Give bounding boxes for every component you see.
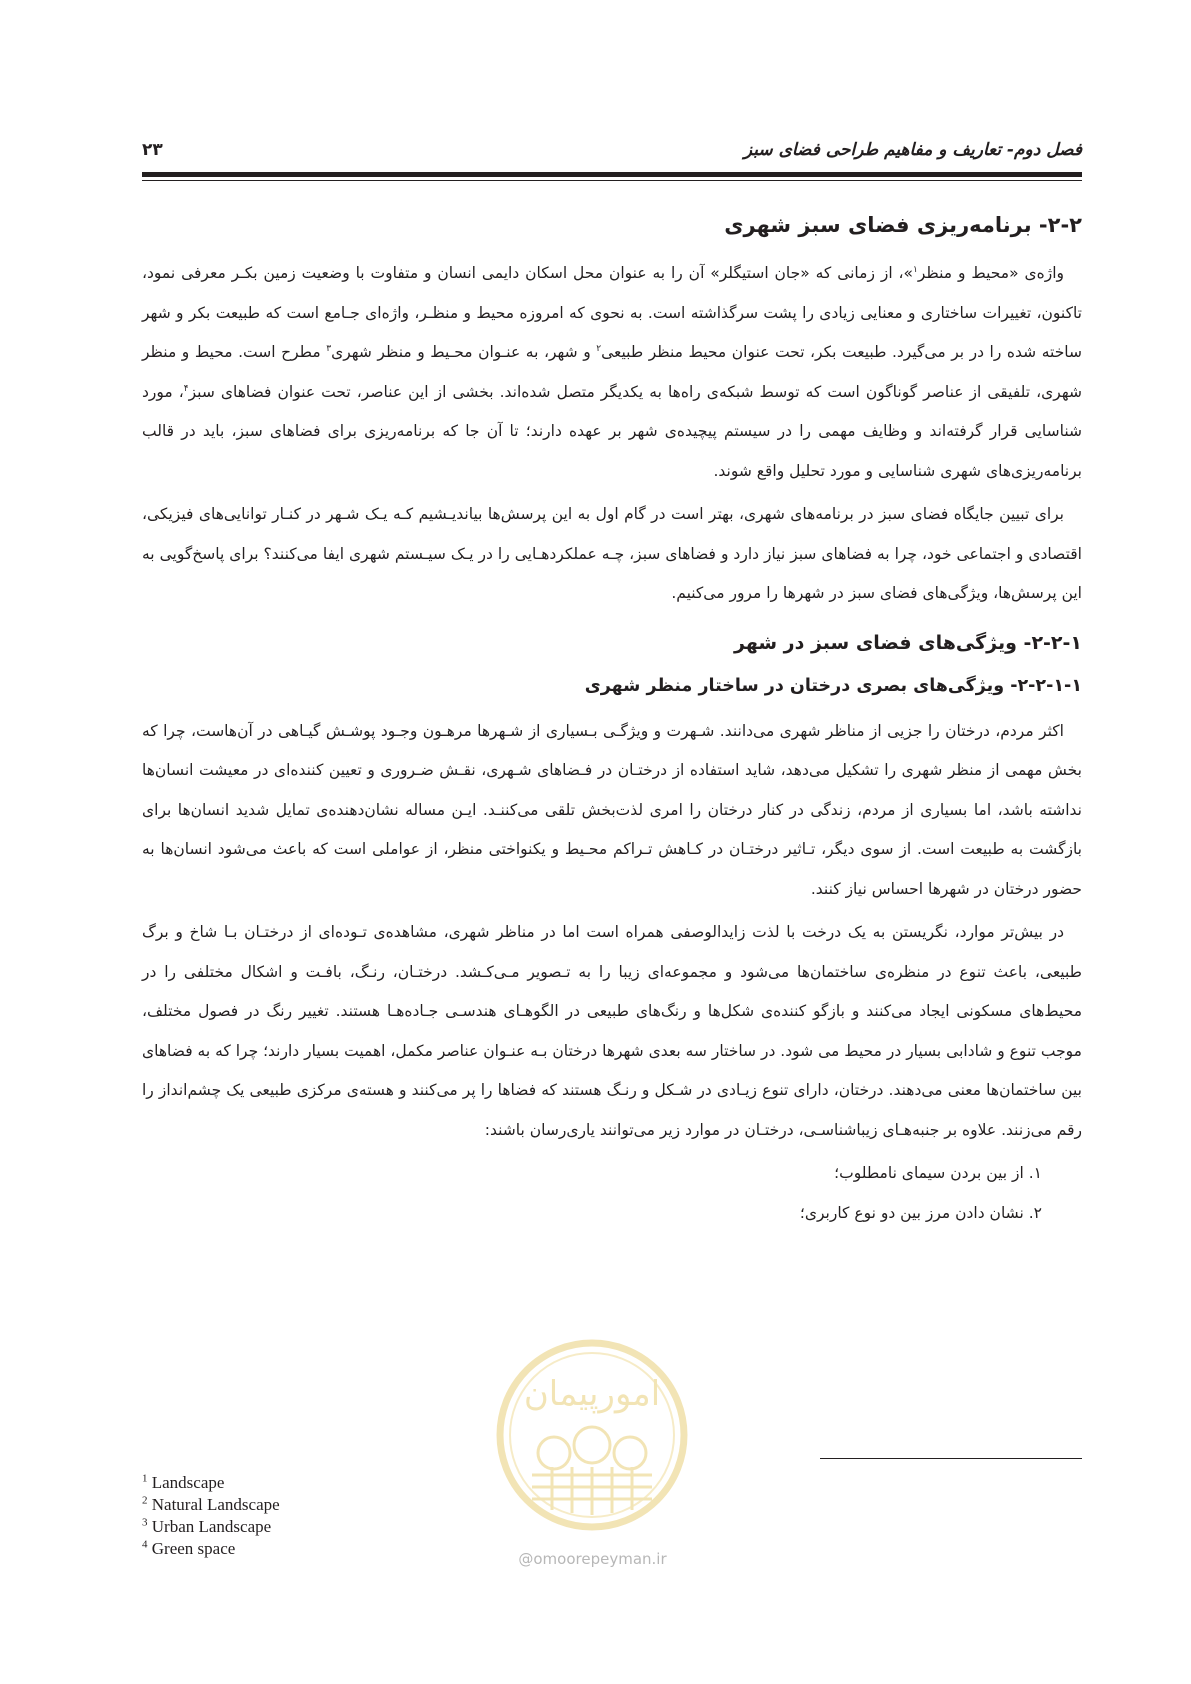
footnote-ref: ۱ [913,264,918,275]
list-item: ۱. از بین بردن سیمای نامطلوب؛ [834,1164,1042,1182]
footnote [142,1516,462,1538]
header-rule-thick [142,172,1082,177]
running-header [142,140,1082,166]
chapter-title: فصل دوم- تعاریف و مفاهیم طراحی فضای سبز [743,140,1082,160]
text-run: و شهر، به عنـوان محـیط و منظر شهری [331,343,597,361]
footnote-ref: ۴ [183,383,189,394]
section-heading-2-2-1-1: ۲-۲-۱-۱- ویژگی‌های بصری درختان در ساختار منظر شهری [584,675,1082,696]
footnote [142,1472,462,1494]
paragraph [142,254,1082,491]
watermark-logo-icon [492,1335,692,1535]
section-heading-2-2: ۲-۲- برنامه‌ریزی فضای سبز شهری [724,213,1082,237]
footnote-number: 4 [142,1538,148,1551]
text-run: »، از زمانی که «جان استیگلر» آن را به عنوان محل اسکان دایمی انسان و متفاوت با وضعیت زمین بکـر معرفی نمود، تاکنون، تغییرات ساختاری و معنایی زیادی را پشت سرگذاشته است. به نحوی که امروزه محیط و منظـر، واژه‌ای جـامع است که طبیعت بکر و شهر ساخته شده را در بر می‌گیرد. طبیعت بکر، تحت عنوان محیط منظر طبیعی [142,264,1082,361]
footnote-ref: ۳ [326,343,332,354]
header-rule-thin [142,180,1082,181]
footnote-number: 3 [142,1516,148,1529]
section-heading-2-2-1: ۲-۲-۱- ویژگی‌های فضای سبز در شهر [734,631,1082,654]
footnote-text: Landscape [151,1473,225,1492]
footnote-text: Natural Landscape [151,1495,280,1514]
footnote-text: Green space [151,1539,236,1558]
page-body [142,210,1082,1233]
page-number: ۲۳ [142,140,163,160]
text-run: واژه‌ی «محیط و منظر [917,264,1064,282]
text-run: ، مورد شناسایی قرار گرفته‌اند و وظایف مهمی را در سیستم پیچیده‌ی شهر بر عهده دارند؛ تا آن جا که برنامه‌ریزی برای فضاهای سبز، باید در قالب برنامه‌ریزی‌های شهری شناسایی و مورد تحلیل واقع شوند. [142,382,1082,480]
paragraph: برای تبیین جایگاه فضای سبز در برنامه‌های شهری، بهتر است در گام اول به این پرسش‌ها بیاندیـشیم کـه یـک شـهر در کنـار توانایی‌های فیزیکی، اقتصادی و اجتماعی خود، چرا به فضاهای سبز نیاز دارد و فضاهای سبز، چـه عملکردهـایی را در یـک سیـستم شهری ایفا می‌کنند؟ برای پاسخ‌گویی به این پرسش‌ها، ویژگی‌های فضای سبز در شهرها را مرور می‌کنیم. [142,505,1082,602]
text-run: مطرح است. محیط و منظر شهری، تلفیقی از عناصر گوناگون است که توسط شبکه‌ی راه‌ها به یکدیگر متصل شده‌اند. بخشی از این عناصر، تحت عنوان فضاهای سبز [142,343,1082,401]
paragraph: در بیش‌تر موارد، نگریستن به یک درخت با لذت زایدالوصفی همراه است اما در مناظر شهری، مشاهده‌ی تـوده‌ای از درختـان بـا شاخ و برگ طبیعی، باعث تنوع در منظره‌ی ساختمان‌ها می‌شود و مجموعه‌ای زیبا را به تـصویر مـی‌کـشد. درختـان، رنـگ، بافـت و اشکال مختلفی را در محیط‌های مسکونی ایجاد می‌کنند و بازگو کننده‌ی شکل‌ها و رنگ‌های طبیعی در الگوهـای هندسـی جـاده‌هـا هستند. تغییر رنگ در فصول مختلف، موجب تنوع و شادابی بسیار در محیط می شود. در ساختار سه بعدی شهرها درختان بـه عنـوان عناصر مکمل، اهمیت بسیار دارند؛ چرا که به فضاهای بین ساختمان‌ها معنی می‌دهند. درختان، دارای تنوع زیـادی در شـکل و رنـگ هستند که فضاها را پر می‌کنند و هسته‌ی مرکزی طبیعی یک چشم‌انداز را رقم می‌زنند. علاوه بر جنبه‌هـای زیباشناسـی، درختـان در موارد زیر می‌توانند یاری‌رسان باشند: [142,923,1082,1139]
footnote [142,1494,462,1516]
footnote-text: Urban Landscape [151,1517,272,1536]
footnote-number: 2 [142,1494,148,1507]
footnote-rule [820,1458,1082,1459]
watermark-site [480,1550,705,1568]
footnote-ref: ۲ [596,343,602,354]
watermark-site-text: omoorepeyman.ir [533,1550,667,1568]
paragraph: اکثر مردم، درختان را جزیی از مناظر شهری می‌دانند. شـهرت و ویژگـی بـسیاری از شـهرها مرهـون وجـود پوشـش گیـاهی در آن‌هاست، چرا که بخش مهمی از منظر شهری را تشکیل می‌دهد، شاید استفاده از درختـان در فـضاهای شـهری، نقـش ضـروری و تعیین کننده‌ای در معیشت انسان‌ها نداشته باشد، اما بسیاری از مردم، زندگی در کنار درختان را امری لذت‌بخش تلقی می‌کننـد. ایـن مساله نشان‌دهنده‌ی تمایل شدید انسان‌ها برای بازگشت به طبیعت است. از سوی دیگر، تـاثیر درختـان در کـاهش تـراکم محـیط و یکنواختی منظر، از عواملی است که باعث می‌شود انسان‌ها به حضور درختان در شهرها احساس نیاز کنند. [142,721,1082,898]
footnotes [142,1472,462,1560]
list-item: ۲. نشان دادن مرز بین دو نوع کاربری؛ [799,1203,1042,1222]
numbered-list [142,1154,1082,1233]
at-sign-icon: @ [518,1550,534,1568]
watermark-logo-text: امورپیمان [523,1374,661,1414]
footnote [142,1538,462,1560]
footnote-number: 1 [142,1472,148,1485]
